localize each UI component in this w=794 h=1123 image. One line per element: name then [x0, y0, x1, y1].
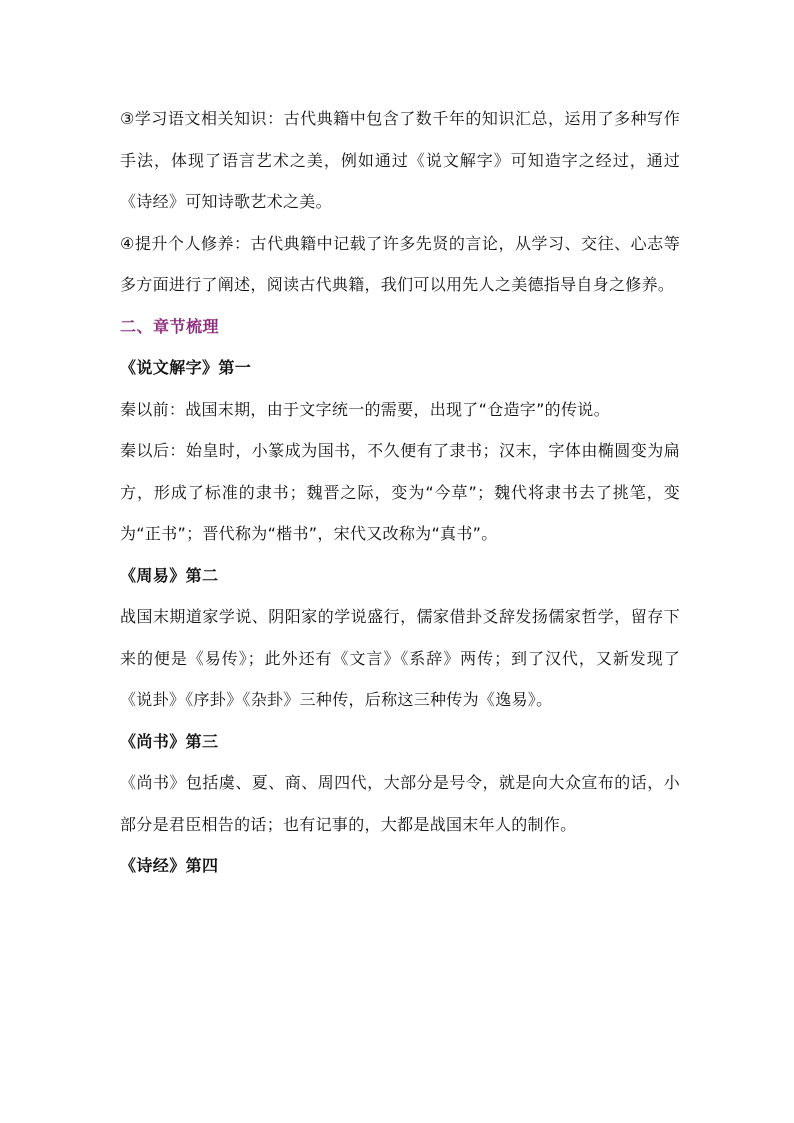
paragraph-zhouyi: 战国末期道家学说、阴阳家的学说盛行，儒家借卦爻辞发扬儒家哲学，留存下来的便是《易传》；此外还有《文言》《系辞》两传；到了汉代，又新发现了《说卦》《序卦》《杂卦》三种传，后称这三种传为《逸易》。: [120, 607, 680, 709]
paragraph-personal-cultivation: ④提升个人修养：古代典籍中记载了许多先贤的言论，从学习、交往、心志等多方面进行了阐述，阅读古代典籍，我们可以用先人之美德指导自身之修养。: [120, 233, 680, 294]
section-heading: 二、章节梳理: [120, 316, 220, 336]
paragraph-shuowen-before-qin: 秦以前：战国末期，由于文字统一的需要，出现了“仓造字”的传说。: [120, 399, 610, 419]
chapter-title-zhouyi: 《周易》第二: [120, 565, 219, 585]
paragraph-shangshu: 《尚书》包括虞、夏、商、周四代，大部分是号令，就是向大众宣布的话，小部分是君臣相告的话；也有记事的，大都是战国末年人的制作。: [120, 773, 680, 834]
chapter-title-shangshu: 《尚书》第三: [120, 731, 219, 751]
paragraph-shuowen-after-qin: 秦以后：始皇时，小篆成为国书，不久便有了隶书；汉末，字体由椭圆变为扁方，形成了标准的隶书；魏晋之际，变为“今草”；魏代将隶书去了挑笔，变为“正书”；晋代称为“楷书”，宋代又改称为“真书”。: [120, 441, 680, 543]
chapter-title-shijing: 《诗经》第四: [120, 856, 219, 875]
paragraph-learn-chinese: ③学习语文相关知识：古代典籍中包含了数千年的知识汇总，运用了多种写作手法，体现了语言艺术之美，例如通过《说文解字》可知造字之经过，通过《诗经》可知诗歌艺术之美。: [120, 109, 680, 211]
chapter-title-shuowen: 《说文解字》第一: [120, 358, 252, 377]
document-body: [120, 98, 680, 887]
